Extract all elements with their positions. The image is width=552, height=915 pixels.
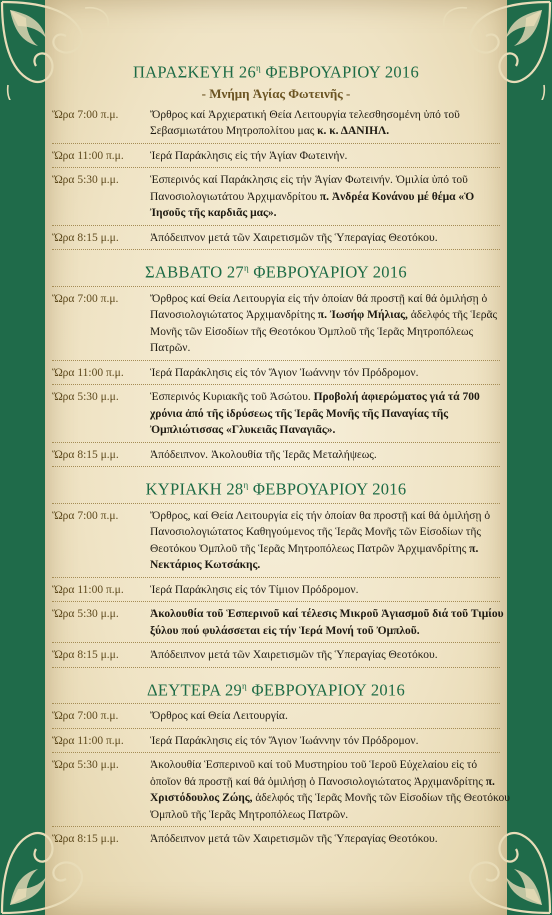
schedule-entry (52, 733, 522, 750)
dotted-divider (52, 167, 500, 169)
entry-time: Ὥρα 5:30 μ.μ. (52, 174, 119, 186)
schedule-entry (52, 647, 522, 664)
entry-text: Ἀπόδειπνον μετά τῶν Χαιρετισμῶν τῆς Ὑπεραγίας Θεοτόκου. (150, 833, 438, 845)
day-title: ΔΕΥΤΕΡΑ $29^\eta$ ΦΕΒΡΟΥΑΡΙΟΥ 2016 (146, 680, 406, 699)
entry-time: Ὥρα 11:00 π.μ. (52, 734, 124, 747)
schedule-entry (52, 757, 522, 823)
day-title: ΚΥΡΙΑΚΗ $28^\eta$ ΦΕΒΡΟΥΑΡΙΟΥ 2016 (145, 479, 407, 499)
dotted-divider (52, 225, 500, 227)
entry-time: Ὥρα 5:30 μ.μ. (52, 391, 119, 403)
schedule-entry (52, 230, 522, 247)
entry-text: Ὄρθρος καί Θεία Λειτουργία εἰς τήν ὁποίαν θά προστῇ καί θά ὁμιλήσῃ ὁ Πανοσιολογιώτατος Ἀρχιμανδρίτης π. Ἰωσήφ Μήλιας, ἀδελφός τῆς Ἱερᾶς Μονῆς τῶν Εἰσοδίων τῆς Θεοτόκου Ὀμπλοῦ τῆς Ἱερᾶς Μητροπόλεως Πατρῶν. (150, 292, 498, 354)
dotted-divider (52, 466, 500, 468)
entry-time: Ὥρα 5:30 μ.μ. (52, 759, 119, 771)
entry-text: Ἀπόδειπνον μετά τῶν Χαιρετισμῶν τῆς Ὑπεραγίας Θεοτόκου. (150, 649, 438, 661)
entry-text: Ἱερά Παράκλησις εἰς τόν Τίμιον Πρόδρομον. (150, 583, 359, 596)
dotted-divider (52, 442, 500, 444)
entry-time: Ὥρα 8:15 μ.μ. (52, 448, 119, 461)
dotted-divider (52, 577, 500, 579)
entry-text: Ἀπόδειπνον μετά τῶν Χαιρετισμῶν τῆς Ὑπεραγίας Θεοτόκου. (150, 231, 438, 244)
dotted-divider (52, 286, 500, 288)
dotted-divider (52, 360, 500, 362)
entry-text: Ἱερά Παράκλησις εἰς τόν Ἅγιον Ἰωάννην τόν Πρόδρομον. (150, 734, 419, 747)
entry-time: Ὥρα 7:00 π.μ. (52, 292, 119, 305)
entry-text: Ἑσπερινός Κυριακῆς τοῦ Ἀσώτου. Προβολή ἀφιερώματος γιά τά 700 χρόνια ἀπό τῆς ἱδρύσεως τῆς Ἱερᾶς Μονῆς τῆς Παναγίας τῆς Ὀμπλιώτισσας «Γλυκειᾶς Παναγιᾶς». (150, 391, 480, 436)
schedule-entry (52, 291, 522, 357)
entry-time: Ὥρα 11:00 π.μ. (52, 583, 124, 596)
entry-time: Ὥρα 8:15 μ.μ. (52, 833, 119, 845)
schedule-entry (52, 107, 522, 140)
dotted-divider (52, 728, 500, 730)
entry-time: Ὥρα 7:00 π.μ. (52, 710, 119, 722)
dotted-divider (52, 642, 500, 644)
day-title: ΠΑΡΑΣΚΕΥΗ $26^\eta$ ΦΕΒΡΟΥΑΡΙΟΥ 2016 (132, 62, 420, 82)
schedule-entry (52, 148, 522, 165)
day-section (52, 58, 522, 251)
dotted-divider (52, 752, 500, 754)
entry-time: Ὥρα 11:00 π.μ. (52, 149, 124, 162)
dotted-divider (52, 826, 500, 828)
entry-text: Ὄρθρος, καί Θεία Λειτουργία εἰς τήν ὁποίαν θα προστῇ καί θά ὁμιλήσῃ ὁ Πανοσιολογιώτατος Καθηγούμενος τῆς Ἱερᾶς Μονῆς τῶν Εἰσοδίων τῆς Θεοτόκου Ὀμπλοῦ τῆς Ἱερᾶς Μητροπόλεως Πατρῶν Ἀρχιμανδρίτης π. Νεκτάριος Κωτσάκης. (150, 509, 491, 571)
feast-subtitle: - Μνήμη Ἁγίας Φωτεινῆς - (201, 85, 351, 101)
day-section (52, 258, 522, 468)
entry-time: Ὥρα 7:00 π.μ. (52, 509, 119, 522)
schedule-entry (52, 365, 522, 382)
entry-text: Ἀκολουθία τοῦ Ἑσπερινοῦ καί τέλεσις Μικροῦ Ἁγιασμοῦ διά τοῦ Τιμίου ξύλου πού φυλάσσεται εἰς τήν Ἱερά Μονή τοῦ Ὀμπλοῦ. (150, 608, 504, 637)
entry-text: Ἀπόδειπνον. Ἀκολουθία τῆς Ἱερᾶς Μεταλήψεως. (150, 448, 377, 461)
entry-time: Ὥρα 7:00 π.μ. (52, 108, 119, 121)
day-section (52, 475, 522, 669)
dotted-divider (52, 601, 500, 603)
schedule-entry (52, 447, 522, 464)
entry-time: Ὥρα 8:15 μ.μ. (52, 231, 119, 244)
dotted-divider (52, 503, 500, 505)
entry-time: Ὥρα 8:15 μ.μ. (52, 649, 119, 661)
day-section (52, 676, 522, 848)
schedule-entry (52, 831, 522, 848)
schedule-entry (52, 172, 522, 222)
entry-text: Ἱερά Παράκλησις εἰς τόν Ἅγιον Ἰωάννην τόν Πρόδρομον. (150, 366, 419, 379)
schedule-entry (52, 389, 522, 439)
day-title: ΣΑΒΒΑΤΟ $27^\eta$ ΦΕΒΡΟΥΑΡΙΟΥ 2016 (145, 262, 407, 282)
entry-text: Ἑσπερινός καί Παράκλησις εἰς τήν Ἁγίαν Φωτεινήν. Ὁμιλία ὑπό τοῦ Πανοσιολογιωτάτου Ἀρχιμανδρίτου π. Ἀνδρέα Κονάνου μέ θέμα «Ὁ Ἰησοῦς τῆς καρδιᾶς μας». (150, 174, 475, 219)
dotted-divider (52, 384, 500, 386)
entry-text: Ὄρθρος καί Θεία Λειτουργία. (150, 710, 288, 722)
dotted-divider (52, 703, 500, 705)
dotted-divider (52, 667, 500, 669)
dotted-divider (52, 249, 500, 251)
entry-text: Ὄρθρος καί Ἀρχιερατική Θεία Λειτουργία τελεσθησομένη ὑπό τοῦ Σεβασμιωτάτου Μητροπολίτου μας κ. κ. ΔΑΝΙΗΛ. (150, 108, 460, 137)
schedule-entry (52, 606, 522, 639)
entry-text: Ἱερά Παράκλησις εἰς τήν Ἁγίαν Φωτεινήν. (150, 149, 348, 162)
entry-text: Ἀκολουθία Ἑσπερινοῦ καί τοῦ Μυστηρίου τοῦ Ἱεροῦ Εὐχελαίου εἰς τό ὁποῖον θά προστῇ καί θά ὁμιλήσῃ ὁ Πανοσιολογιώτατος Ἀρχιμανδρίτης π. Χριστόδουλος Ζώης, ἀδελφός τῆς Ἱερᾶς Μονῆς τῶν Εἰσοδίων τῆς Θεοτόκου Ὀμπλοῦ τῆς Ἱερᾶς Μητροπόλεως Πατρῶν. (150, 759, 510, 821)
schedule-entry (52, 708, 522, 725)
schedule-entry (52, 582, 522, 599)
schedule-entry (52, 508, 522, 574)
schedule-content (52, 58, 522, 848)
entry-time: Ὥρα 11:00 π.μ. (52, 366, 124, 379)
dotted-divider (52, 143, 500, 145)
entry-time: Ὥρα 5:30 μ.μ. (52, 608, 119, 620)
